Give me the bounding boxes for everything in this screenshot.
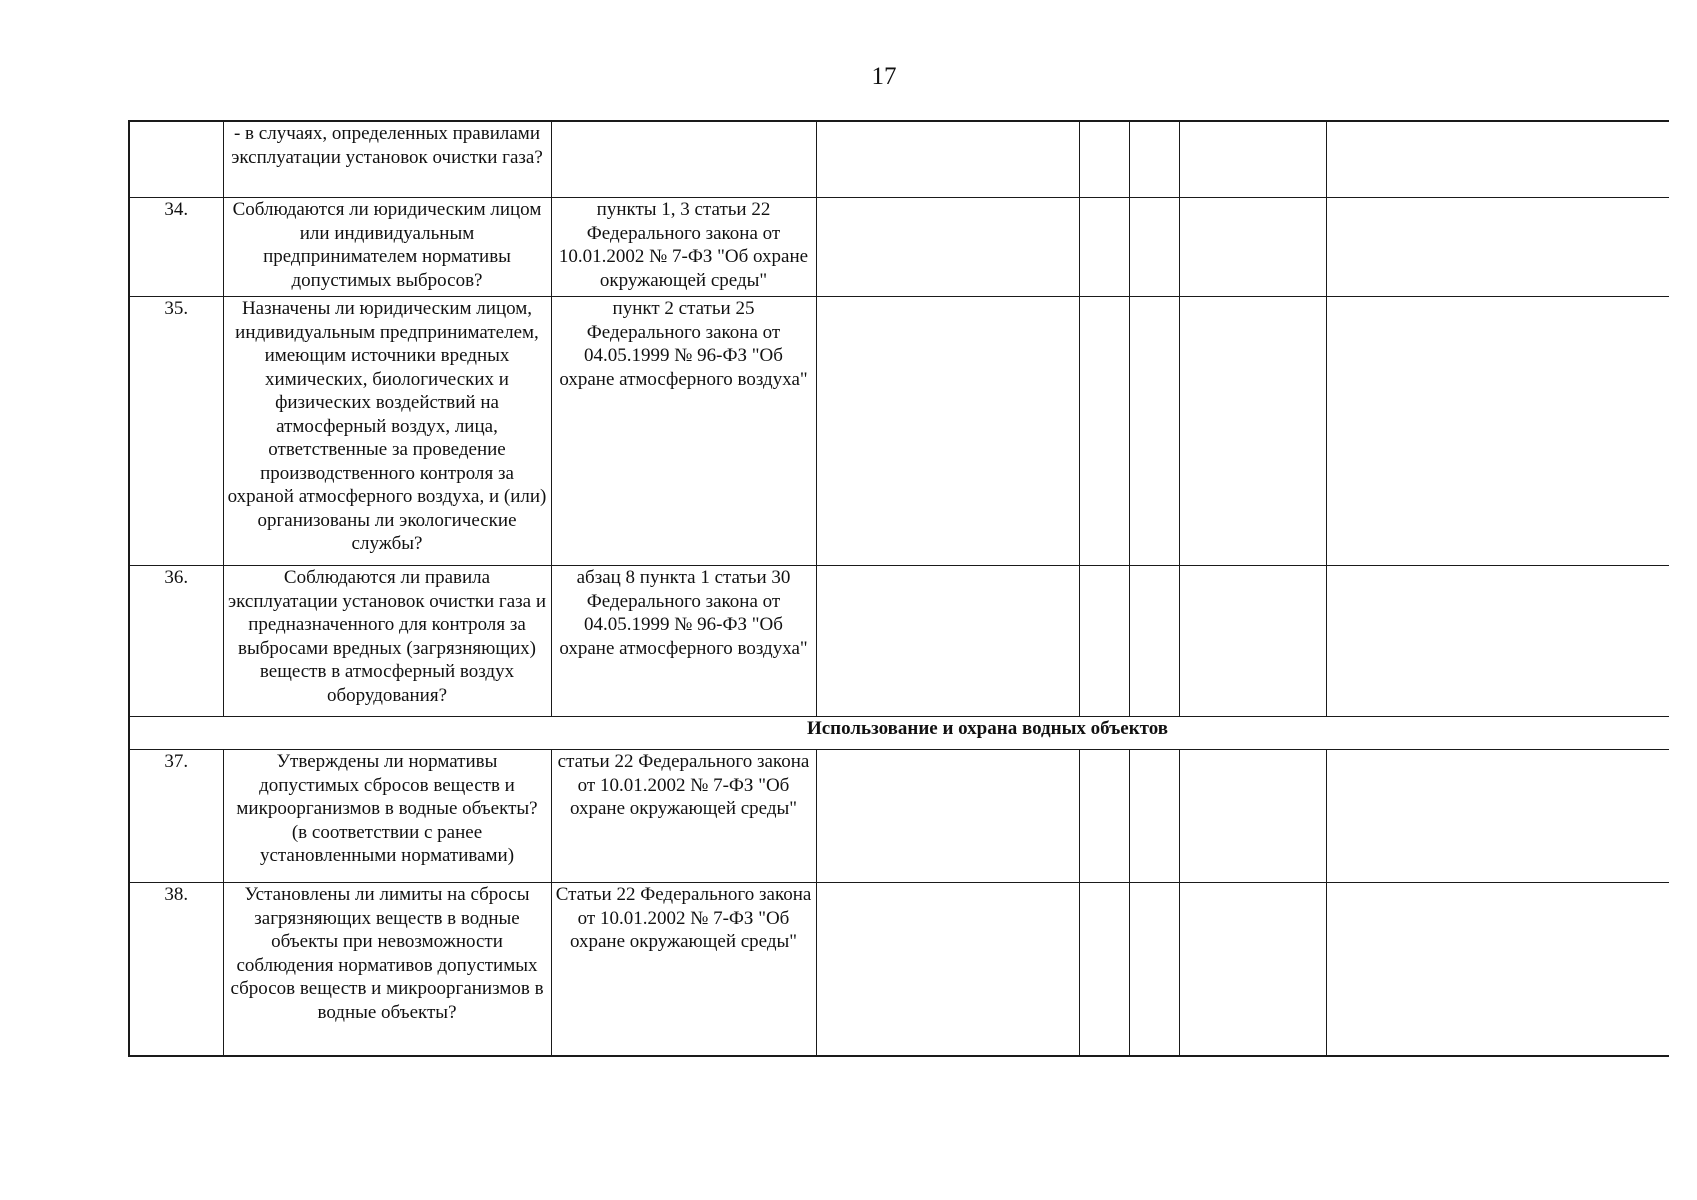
empty-cell [1129, 198, 1179, 297]
question-cell: Назначены ли юридическим лицом, индивидуальным предпринимателем, имеющим источники вредных химических, биологических и физических воздействий на атмосферный воздух, лица, ответственные за проведение производственного контроля за охраной атмосферного воздуха, и (или) организованы ли экологические службы? [223, 297, 551, 566]
empty-cell [816, 750, 1079, 883]
empty-cell [1079, 883, 1129, 1057]
empty-cell [1326, 297, 1669, 566]
empty-cell [816, 198, 1079, 297]
empty-cell [1179, 566, 1326, 717]
question-cell: Утверждены ли нормативы допустимых сбросов веществ и микроорганизмов в водные объекты? (в соответствии с ранее установленными нормативами) [223, 750, 551, 883]
empty-cell [1326, 198, 1669, 297]
empty-cell [1079, 566, 1129, 717]
table-row [129, 750, 1669, 883]
empty-cell [1179, 121, 1326, 198]
empty-cell [1326, 566, 1669, 717]
row-number: 36. [129, 566, 223, 717]
reference-cell: статьи 22 Федерального закона от 10.01.2002 № 7-ФЗ "Об охране окружающей среды" [551, 750, 816, 883]
row-number [129, 121, 223, 198]
row-number: 37. [129, 750, 223, 883]
empty-cell [1079, 198, 1129, 297]
table-row [129, 297, 1669, 566]
question-cell: - в случаях, определенных правилами эксплуатации установок очистки газа? [223, 121, 551, 198]
question-cell: Соблюдаются ли юридическим лицом или индивидуальным предпринимателем нормативы допустимых выбросов? [223, 198, 551, 297]
question-cell: Соблюдаются ли правила эксплуатации установок очистки газа и предназначенного для контроля за выбросами вредных (загрязняющих) веществ в атмосферный воздух оборудования? [223, 566, 551, 717]
empty-cell [1179, 883, 1326, 1057]
reference-cell: пункт 2 статьи 25 Федерального закона от 04.05.1999 № 96-ФЗ "Об охране атмосферного воздуха" [551, 297, 816, 566]
empty-cell [1079, 297, 1129, 566]
checklist-table [128, 120, 1669, 1057]
row-number: 34. [129, 198, 223, 297]
empty-cell [1129, 566, 1179, 717]
empty-cell [1129, 883, 1179, 1057]
empty-cell [816, 566, 1079, 717]
empty-cell [1129, 750, 1179, 883]
page-number: 17 [871, 63, 897, 90]
empty-cell [1326, 883, 1669, 1057]
empty-cell [1079, 121, 1129, 198]
row-number: 38. [129, 883, 223, 1057]
empty-cell [1129, 121, 1179, 198]
empty-cell [1129, 297, 1179, 566]
empty-cell [1326, 121, 1669, 198]
empty-cell [1079, 750, 1129, 883]
empty-cell [816, 121, 1079, 198]
table-row [129, 883, 1669, 1057]
reference-cell: пункты 1, 3 статьи 22 Федерального закона от 10.01.2002 № 7-ФЗ "Об охране окружающей среды" [551, 198, 816, 297]
empty-cell [1179, 297, 1326, 566]
empty-cell [1326, 750, 1669, 883]
empty-cell [1179, 198, 1326, 297]
reference-cell: Статьи 22 Федерального закона от 10.01.2002 № 7-ФЗ "Об охране окружающей среды" [551, 883, 816, 1057]
section-heading: Использование и охрана водных объектов [129, 717, 1669, 750]
table-row [129, 566, 1669, 717]
table-row [129, 121, 1669, 198]
empty-cell [816, 297, 1079, 566]
empty-cell [1179, 750, 1326, 883]
row-number: 35. [129, 297, 223, 566]
empty-cell [816, 883, 1079, 1057]
question-cell: Установлены ли лимиты на сбросы загрязняющих веществ в водные объекты при невозможности соблюдения нормативов допустимых сбросов веществ и микроорганизмов в водные объекты? [223, 883, 551, 1057]
section-row [129, 717, 1669, 750]
reference-cell [551, 121, 816, 198]
reference-cell: абзац 8 пункта 1 статьи 30 Федерального закона от 04.05.1999 № 96-ФЗ "Об охране атмосферного воздуха" [551, 566, 816, 717]
table-row [129, 198, 1669, 297]
